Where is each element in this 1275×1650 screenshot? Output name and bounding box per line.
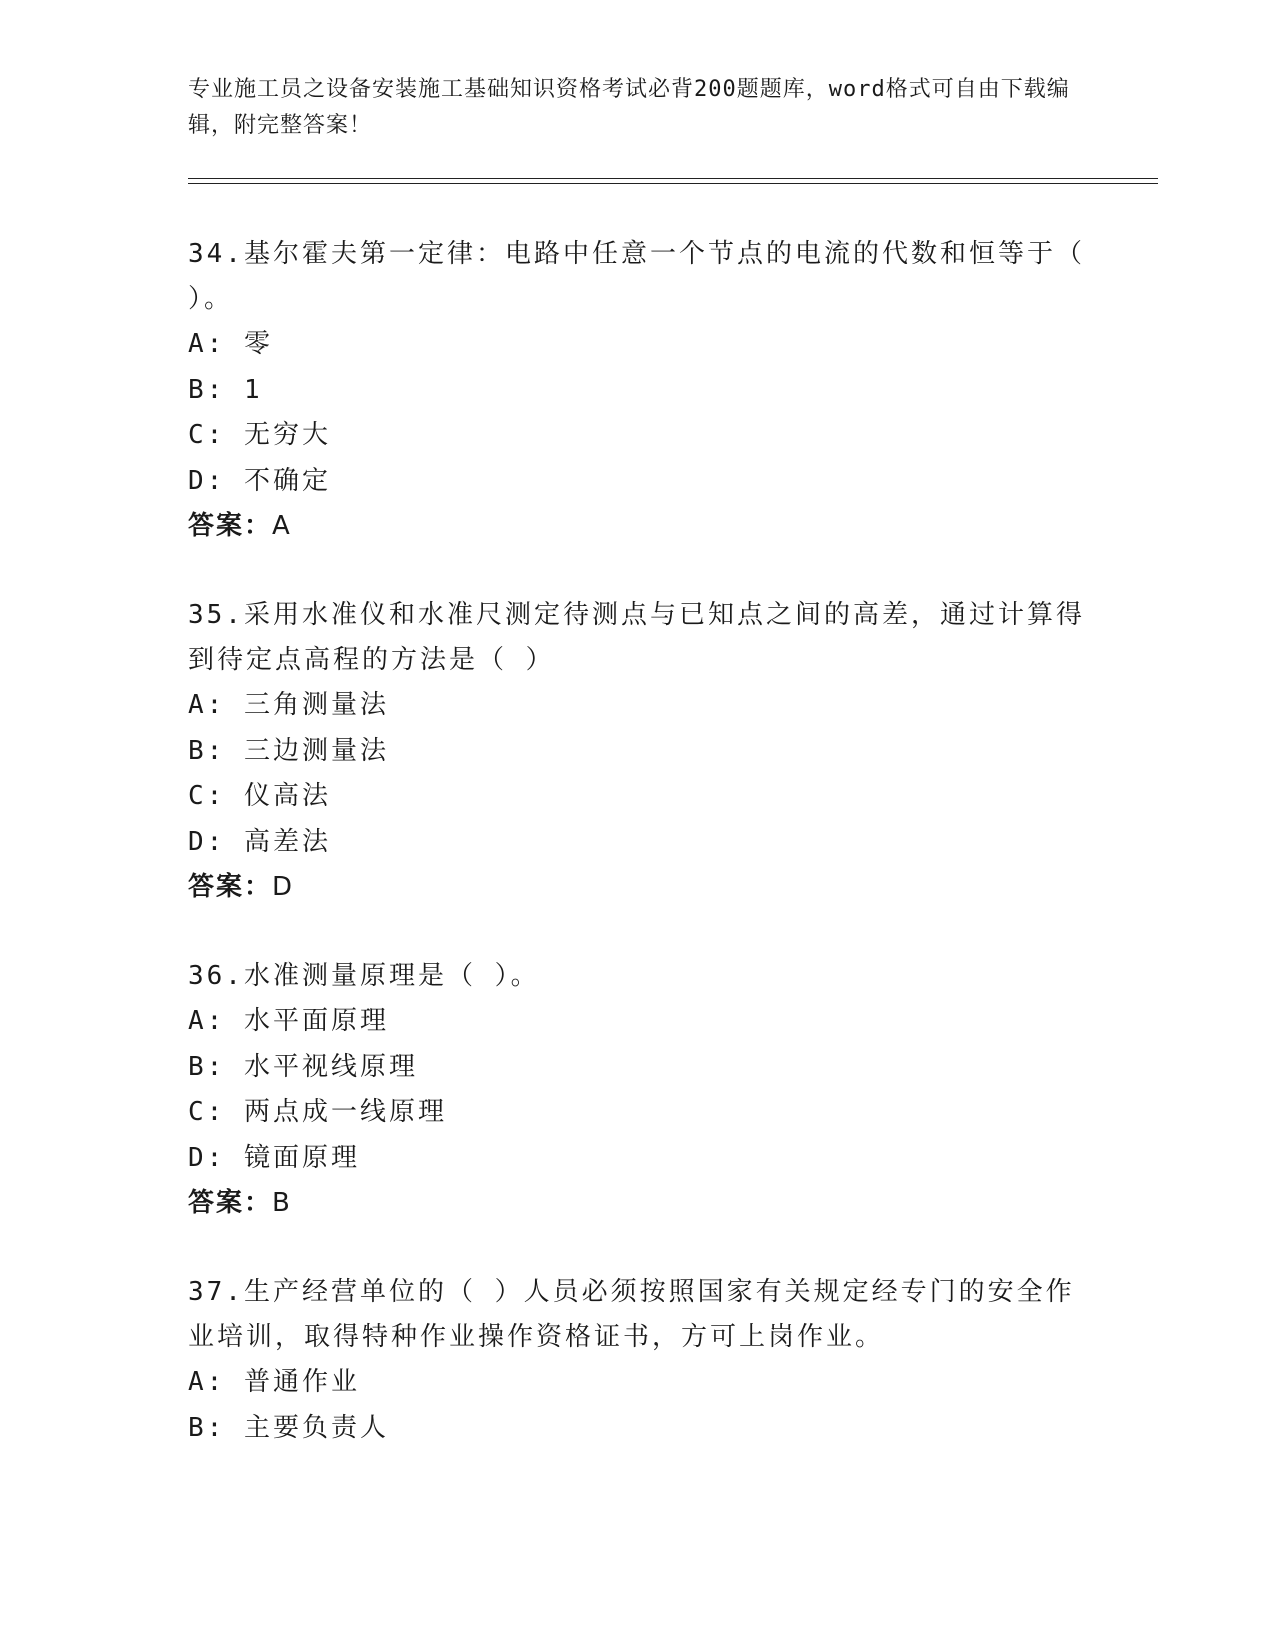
answer-line (188, 504, 1088, 550)
question-35 (188, 593, 1088, 911)
header-divider-top (188, 178, 1158, 179)
answer-label: 答案： (188, 872, 273, 903)
option-b: B: 主要负责人 (188, 1412, 389, 1443)
answer-label: 答案： (188, 511, 273, 542)
option-d: D: 镜面原理 (188, 1142, 360, 1173)
document-title: 专业施工员之设备安装施工基础知识资格考试必背200题题库，word格式可自由下载编辑，附完整答案！ (188, 77, 1070, 138)
option-c: C: 两点成一线原理 (188, 1097, 447, 1128)
answer-value: D (272, 872, 294, 903)
option-c: C: 仪高法 (188, 781, 331, 812)
question-list (188, 232, 1088, 1494)
document-header (188, 72, 1088, 144)
option-d: D: 不确定 (188, 465, 331, 496)
question-stem: 36.水准测量原理是（ ）。 (188, 960, 540, 991)
option-c: C: 无穷大 (188, 420, 331, 451)
option-a: A: 水平面原理 (188, 1005, 389, 1036)
answer-line (188, 1181, 1088, 1227)
question-stem: 34.基尔霍夫第一定律：电路中任意一个节点的电流的代数和恒等于（ ）。 (188, 239, 1085, 314)
answer-value: B (272, 1188, 291, 1219)
header-divider-bottom (188, 183, 1158, 184)
option-b: B: 水平视线原理 (188, 1051, 418, 1082)
answer-label: 答案： (188, 1188, 273, 1219)
answer-line (188, 865, 1088, 911)
option-b: B: 1 (188, 374, 263, 405)
option-a: A: 三角测量法 (188, 689, 389, 720)
option-a: A: 零 (188, 329, 273, 359)
question-stem: 35.采用水准仪和水准尺测定待测点与已知点之间的高差，通过计算得到待定点高程的方法是（ ） (188, 599, 1085, 675)
question-stem: 37.生产经营单位的（ ）人员必须按照国家有关规定经专门的安全作业培训，取得特种作业操作资格证书，方可上岗作业。 (188, 1276, 1075, 1352)
question-36 (188, 954, 1088, 1227)
question-37 (188, 1270, 1088, 1451)
question-34 (188, 232, 1088, 550)
option-a: A: 普通作业 (188, 1366, 360, 1397)
option-b: B: 三边测量法 (188, 735, 389, 766)
answer-value: A (272, 511, 291, 542)
option-d: D: 高差法 (188, 826, 331, 857)
